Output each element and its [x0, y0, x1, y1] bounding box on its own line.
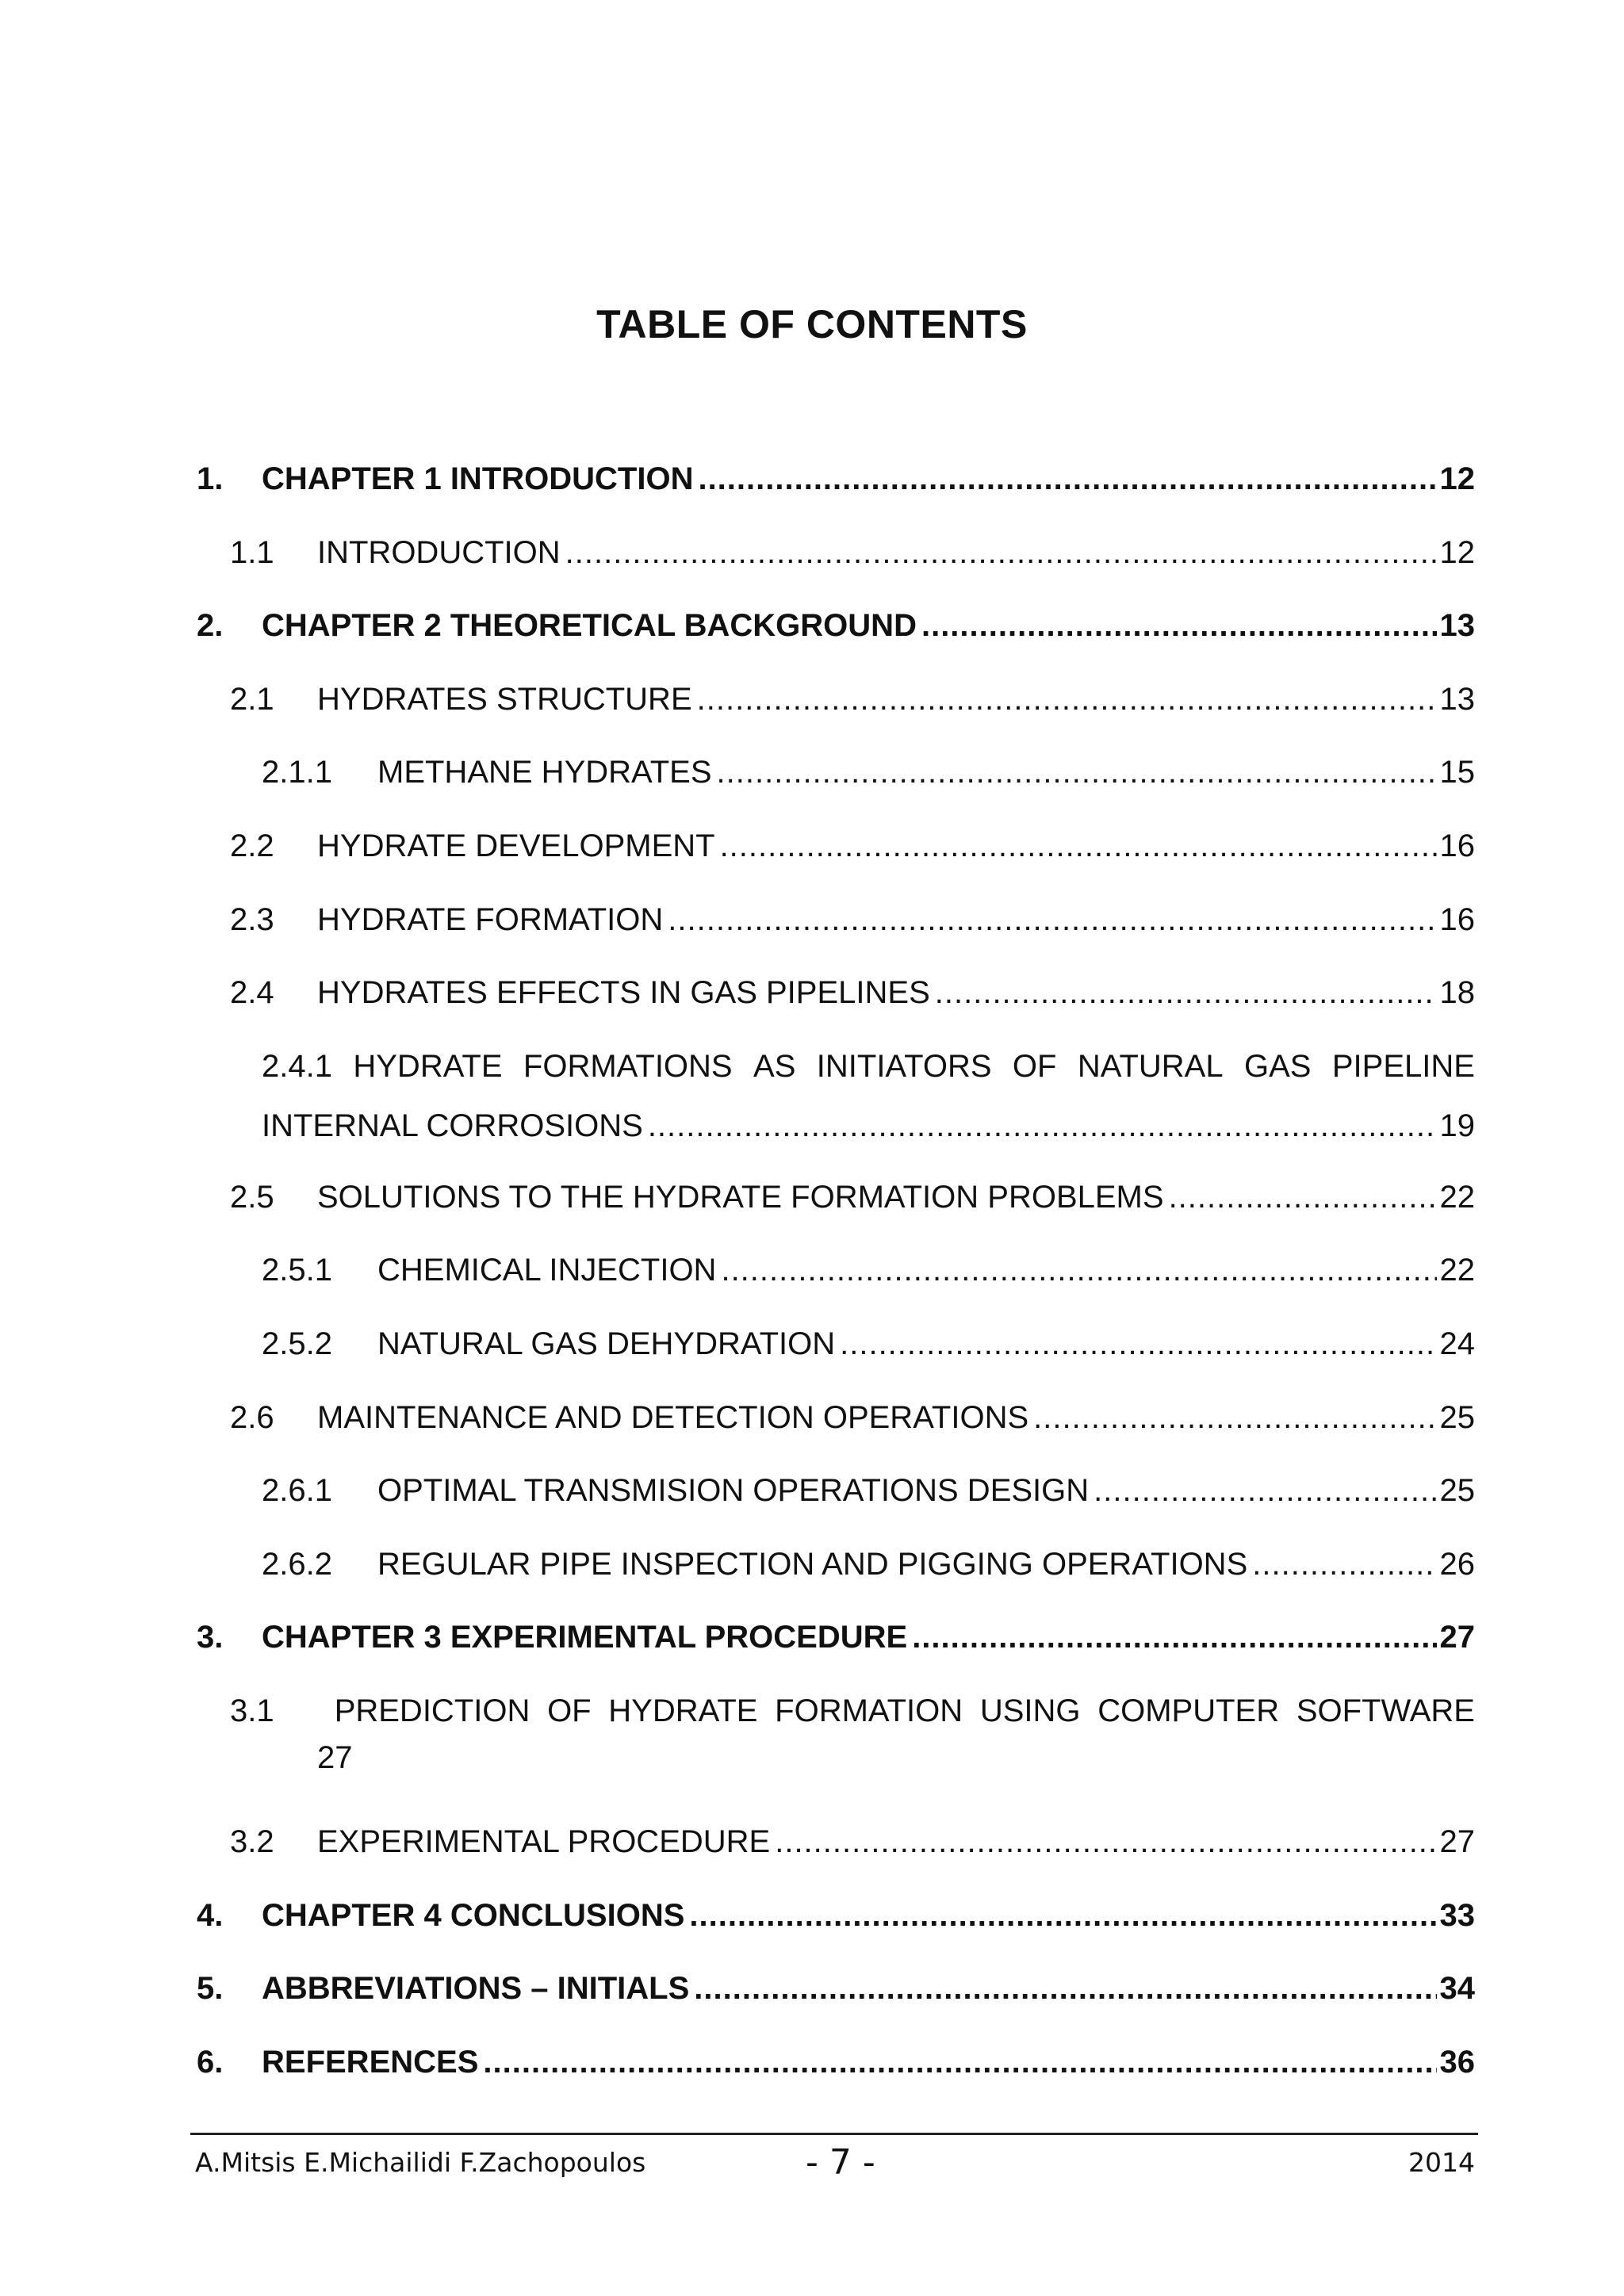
toc-entry-title: REGULAR PIPE INSPECTION AND PIGGING OPERATIONS — [377, 1546, 1248, 1582]
dot-leader — [1094, 1473, 1436, 1509]
dot-leader — [775, 1824, 1436, 1860]
toc-word: SOFTWARE — [1296, 1693, 1475, 1728]
toc-entry-title: CHAPTER 1 INTRODUCTION — [262, 461, 694, 496]
toc-word: HYDRATE — [608, 1693, 758, 1728]
toc-entry-page: 34 — [1439, 1971, 1475, 2007]
toc-entry[interactable] — [197, 1547, 1475, 1621]
toc-entry-number: 2.2 — [230, 828, 274, 863]
toc-entry-number: 2. — [197, 608, 224, 644]
toc-entry-page: 27 — [1439, 1823, 1475, 1859]
toc-entry[interactable] — [197, 1620, 1475, 1693]
toc-entry-page: 25 — [1439, 1399, 1475, 1435]
toc-entry-page: 12 — [1439, 534, 1475, 570]
toc-entry[interactable] — [197, 1326, 1475, 1400]
toc-entry-number: 2.6.2 — [262, 1546, 332, 1582]
toc-entry-title-line1 — [262, 1049, 1475, 1085]
toc-word: PREDICTION — [334, 1693, 530, 1728]
toc-entry[interactable] — [197, 1898, 1475, 1972]
toc-entry-number: 2.1.1 — [262, 755, 332, 790]
toc-entry-title: HYDRATES STRUCTURE — [317, 681, 692, 717]
toc-entry-title: HYDRATES EFFECTS IN GAS PIPELINES — [317, 975, 930, 1011]
toc-entry-number: 1.1 — [230, 534, 274, 570]
toc-entry-page: 22 — [1439, 1179, 1475, 1215]
page-title: TABLE OF CONTENTS — [596, 302, 1028, 346]
toc-word: INITIATORS — [816, 1048, 992, 1084]
toc-entry-title: REFERENCES — [262, 2044, 479, 2080]
toc-word: OF — [547, 1693, 592, 1728]
toc-entry-page: 27 — [317, 1739, 353, 1775]
toc-entry[interactable] — [197, 902, 1475, 976]
toc-entry-number: 2.4 — [230, 975, 274, 1011]
dot-leader — [694, 1971, 1436, 2007]
toc-entry-number: 3.2 — [230, 1823, 274, 1859]
footer-year: 2014 — [1408, 2147, 1475, 2178]
table-of-contents — [197, 461, 1475, 2118]
toc-entry-number: 1. — [197, 461, 224, 496]
toc-entry-page: 36 — [1439, 2044, 1475, 2080]
toc-entry-title: INTERNAL CORROSIONS — [262, 1108, 643, 1143]
toc-entry-page: 15 — [1439, 755, 1475, 790]
dot-leader — [717, 755, 1437, 790]
footer-divider — [190, 2133, 1478, 2135]
toc-word: AS — [753, 1048, 796, 1084]
toc-entry-number: 2.5.1 — [262, 1253, 332, 1288]
dot-leader — [698, 461, 1436, 497]
toc-entry[interactable] — [197, 755, 1475, 828]
toc-entry-title: INTRODUCTION — [317, 534, 561, 570]
toc-word: GAS — [1243, 1048, 1312, 1084]
toc-entry-title-line2 — [262, 1108, 1475, 1144]
toc-entry-number: 2.3 — [230, 901, 274, 937]
toc-entry-number: 5. — [197, 1971, 224, 2007]
toc-word: HYDRATE — [353, 1048, 503, 1084]
dot-leader — [721, 1253, 1436, 1288]
toc-entry-number: 2.4.1 — [262, 1048, 332, 1084]
toc-entry-page: 12 — [1439, 461, 1475, 496]
toc-entry-page: 18 — [1439, 975, 1475, 1011]
toc-word: NATURAL — [1077, 1048, 1224, 1084]
dot-leader — [840, 1326, 1436, 1362]
dot-leader — [668, 902, 1436, 938]
toc-entry-number: 2.1 — [230, 681, 274, 717]
toc-entry-page: 22 — [1439, 1253, 1475, 1288]
toc-entry-number: 2.5 — [230, 1179, 274, 1215]
toc-entry-number: 2.6.1 — [262, 1473, 332, 1509]
toc-entry[interactable] — [197, 1971, 1475, 2045]
toc-entry-title: CHAPTER 3 EXPERIMENTAL PROCEDURE — [262, 1620, 908, 1655]
toc-entry-title: SOLUTIONS TO THE HYDRATE FORMATION PROBLEMS — [317, 1179, 1164, 1215]
dot-leader — [697, 682, 1437, 718]
toc-entry-number: 6. — [197, 2044, 224, 2080]
toc-entry-page: 13 — [1439, 608, 1475, 644]
toc-entry[interactable] — [197, 2045, 1475, 2118]
footer-authors: A.Mitsis E.Michailidi F.Zachopoulos — [195, 2147, 646, 2178]
toc-entry-title: CHAPTER 2 THEORETICAL BACKGROUND — [262, 608, 917, 644]
toc-entry-page: 25 — [1439, 1473, 1475, 1509]
dot-leader — [935, 975, 1437, 1011]
toc-entry-title: METHANE HYDRATES — [377, 755, 712, 790]
dot-leader — [921, 608, 1437, 644]
toc-entry-title: HYDRATE FORMATION — [317, 901, 664, 937]
toc-word: OF — [1012, 1048, 1057, 1084]
toc-entry-title: CHEMICAL INJECTION — [377, 1253, 717, 1288]
dot-leader — [720, 828, 1437, 864]
toc-entry-title: NATURAL GAS DEHYDRATION — [377, 1326, 836, 1361]
toc-entry-page: 24 — [1439, 1326, 1475, 1361]
toc-entry-title-line1 — [230, 1693, 1475, 1729]
toc-entry-title: CHAPTER 4 CONCLUSIONS — [262, 1897, 685, 1933]
dot-leader — [1169, 1180, 1437, 1215]
toc-entry-page: 13 — [1439, 681, 1475, 717]
toc-entry[interactable] — [197, 1253, 1475, 1326]
toc-entry[interactable] — [197, 828, 1475, 902]
toc-entry-page: 33 — [1439, 1897, 1475, 1933]
dot-leader — [689, 1898, 1436, 1934]
toc-entry[interactable] — [197, 1473, 1475, 1547]
toc-entry-title: HYDRATE DEVELOPMENT — [317, 828, 715, 863]
toc-word: COMPUTER — [1097, 1693, 1280, 1728]
toc-entry-number: 3.1 — [230, 1693, 274, 1728]
toc-entry-page: 26 — [1439, 1546, 1475, 1582]
toc-entry[interactable] — [197, 682, 1475, 756]
toc-entry[interactable] — [197, 975, 1475, 1049]
dot-leader — [1033, 1400, 1436, 1436]
toc-entry-title: ABBREVIATIONS – INITIALS — [262, 1971, 690, 2007]
toc-entry[interactable] — [197, 1824, 1475, 1898]
toc-entry-number: 2.5.2 — [262, 1326, 332, 1361]
toc-entry-page: 27 — [1439, 1620, 1475, 1655]
dot-leader — [1252, 1547, 1436, 1582]
toc-word: FORMATIONS — [523, 1048, 733, 1084]
dot-leader — [912, 1620, 1436, 1655]
toc-entry-title-line2 — [317, 1740, 1475, 1776]
toc-entry-multiline[interactable] — [197, 1693, 1475, 1824]
toc-entry[interactable] — [197, 461, 1475, 535]
toc-entry-title: OPTIMAL TRANSMISION OPERATIONS DESIGN — [377, 1473, 1090, 1509]
toc-entry-multiline[interactable] — [262, 1049, 1475, 1180]
toc-entry-number: 2.6 — [230, 1399, 274, 1435]
toc-word: FORMATION — [775, 1693, 963, 1728]
toc-entry-page: 19 — [1439, 1108, 1475, 1143]
toc-entry-number: 3. — [197, 1620, 224, 1655]
toc-word: USING — [979, 1693, 1081, 1728]
toc-entry[interactable] — [197, 608, 1475, 682]
dot-leader — [648, 1108, 1437, 1144]
toc-entry[interactable] — [197, 1400, 1475, 1474]
dot-leader — [565, 535, 1437, 571]
toc-word: PIPELINE — [1331, 1048, 1475, 1084]
toc-entry[interactable] — [197, 1180, 1475, 1253]
toc-entry-number: 4. — [197, 1897, 224, 1933]
toc-entry-title: MAINTENANCE AND DETECTION OPERATIONS — [317, 1399, 1029, 1435]
toc-entry[interactable] — [197, 535, 1475, 609]
toc-entry-page: 16 — [1439, 828, 1475, 863]
dot-leader — [483, 2045, 1436, 2080]
toc-entry-page: 16 — [1439, 901, 1475, 937]
toc-entry-title: EXPERIMENTAL PROCEDURE — [317, 1823, 771, 1859]
